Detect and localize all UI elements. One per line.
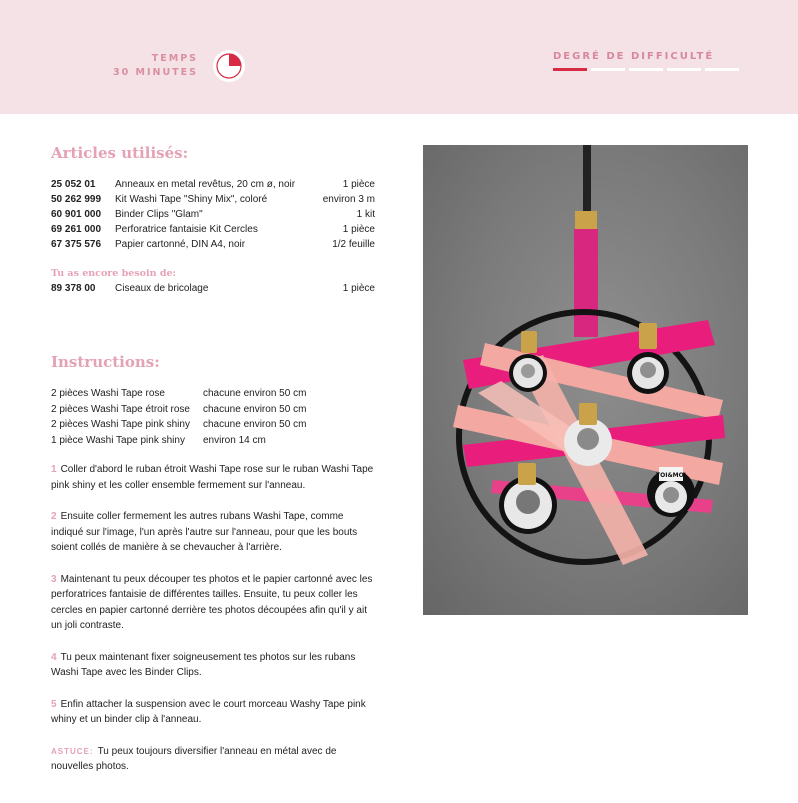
item-desc: Anneaux en metal revêtus, 20 cm ø, noir	[115, 179, 296, 190]
item-code: 89 378 00	[51, 283, 96, 294]
list-item	[51, 222, 375, 237]
step-number: 1	[51, 464, 57, 475]
articles-list	[51, 177, 375, 296]
item-qty: environ 3 m	[322, 194, 375, 205]
project-photo	[423, 145, 748, 615]
tape-list	[51, 386, 381, 448]
tape-length: environ 14 cm	[203, 434, 266, 446]
step	[51, 697, 377, 728]
step-text: Coller d'abord le ruban étroit Washi Tape rose sur le ruban Washi Tape pink shiny et les coller ensemble fermement sur l'anneau.	[51, 464, 374, 491]
step-number: 4	[51, 651, 57, 663]
time-label: TEMPS	[151, 53, 198, 64]
header-band	[0, 0, 798, 114]
instruction-steps	[51, 462, 377, 791]
item-code: 50 262 999	[51, 194, 102, 205]
step-number: 2	[51, 511, 57, 522]
difficulty-meter	[553, 68, 739, 71]
difficulty-bar	[553, 68, 587, 71]
tip-text: Tu peux toujours diversifier l'anneau en métal avec de nouvelles photos.	[51, 745, 337, 772]
difficulty-label: DEGRÉ DE DIFFICULTÉ	[553, 51, 715, 62]
hanging-cord	[583, 145, 591, 215]
step	[51, 462, 377, 493]
item-code: 69 261 000	[51, 224, 102, 235]
suspension-tape	[574, 229, 598, 337]
difficulty-bar	[629, 68, 663, 71]
list-item	[51, 192, 375, 207]
list-item	[51, 417, 381, 433]
list-item	[51, 402, 381, 418]
list-item	[51, 281, 375, 296]
item-code: 67 375 576	[51, 239, 102, 250]
instructions-title: Instructions:	[51, 353, 160, 371]
photo-illustration	[423, 145, 748, 615]
step	[51, 509, 377, 556]
tape-length: chacune environ 50 cm	[203, 388, 307, 399]
tip	[51, 744, 377, 775]
list-item	[51, 177, 375, 192]
item-desc: Ciseaux de bricolage	[115, 283, 209, 294]
tape-length: chacune environ 50 cm	[203, 403, 307, 415]
tip-label: ASTUCE:	[51, 746, 94, 756]
tape-length: chacune environ 50 cm	[203, 419, 307, 430]
tape-name: 2 pièces Washi Tape pink shiny	[51, 419, 190, 430]
list-item	[51, 207, 375, 222]
list-item	[51, 433, 381, 449]
step-text: Maintenant tu peux découper tes photos et le papier cartonné avec les perforatrices fantaisie de différentes tailles. Ensuite, tu peux coller les cercles en papier cartonné derrière tes photos découpées afin qu'il y ait un joli contraste.	[51, 573, 373, 631]
difficulty-bar	[667, 68, 701, 71]
difficulty-bar	[591, 68, 625, 71]
step-text: Enfin attacher la suspension avec le court morceau Washy Tape pink whiny et un binder clip à l'anneau.	[51, 698, 366, 725]
step-text: Ensuite coller fermement les autres rubans Washi Tape, comme indiqué sur l'image, l'un après l'autre sur l'anneau, pour que les bouts soient collés de manière à se chevaucher à l'arrière.	[51, 511, 358, 553]
clip-tag: TOI&MOI	[656, 472, 686, 479]
step-text: Tu peux maintenant fixer soigneusement tes photos sur les rubans Washi Tape avec les Binder Clips.	[51, 651, 356, 678]
tape-name: 2 pièces Washi Tape étroit rose	[51, 403, 190, 415]
item-desc: Papier cartonné, DIN A4, noir	[115, 239, 246, 250]
time-value: 30 MINUTES	[113, 67, 198, 78]
difficulty-bar	[705, 68, 739, 71]
item-code: 25 052 01	[51, 179, 96, 190]
articles-title: Articles utilisés:	[51, 144, 189, 162]
item-qty: 1 kit	[356, 209, 375, 220]
step	[51, 650, 377, 681]
clock-icon	[213, 50, 245, 82]
item-code: 60 901 000	[51, 209, 102, 220]
item-desc: Binder Clips "Glam"	[115, 209, 203, 220]
item-qty: 1/2 feuille	[332, 239, 375, 250]
step-number: 5	[51, 698, 57, 710]
time-indicator	[113, 52, 198, 80]
item-qty: 1 pièce	[342, 224, 375, 235]
list-item	[51, 386, 381, 402]
photo-disc	[499, 463, 557, 534]
item-qty: 1 pièce	[342, 179, 375, 190]
item-desc: Perforatrice fantaisie Kit Cercles	[115, 224, 258, 235]
list-item	[51, 237, 375, 252]
item-desc: Kit Washi Tape "Shiny Mix", coloré	[115, 194, 268, 205]
step-number: 3	[51, 573, 57, 585]
tape-name: 2 pièces Washi Tape rose	[51, 388, 165, 399]
step	[51, 572, 377, 634]
tape-name: 1 pièce Washi Tape pink shiny	[51, 434, 185, 446]
photo-disc	[509, 331, 547, 392]
extra-items-title: Tu as encore besoin de:	[51, 268, 177, 279]
item-qty: 1 pièce	[342, 283, 375, 294]
binder-clip	[575, 211, 597, 229]
